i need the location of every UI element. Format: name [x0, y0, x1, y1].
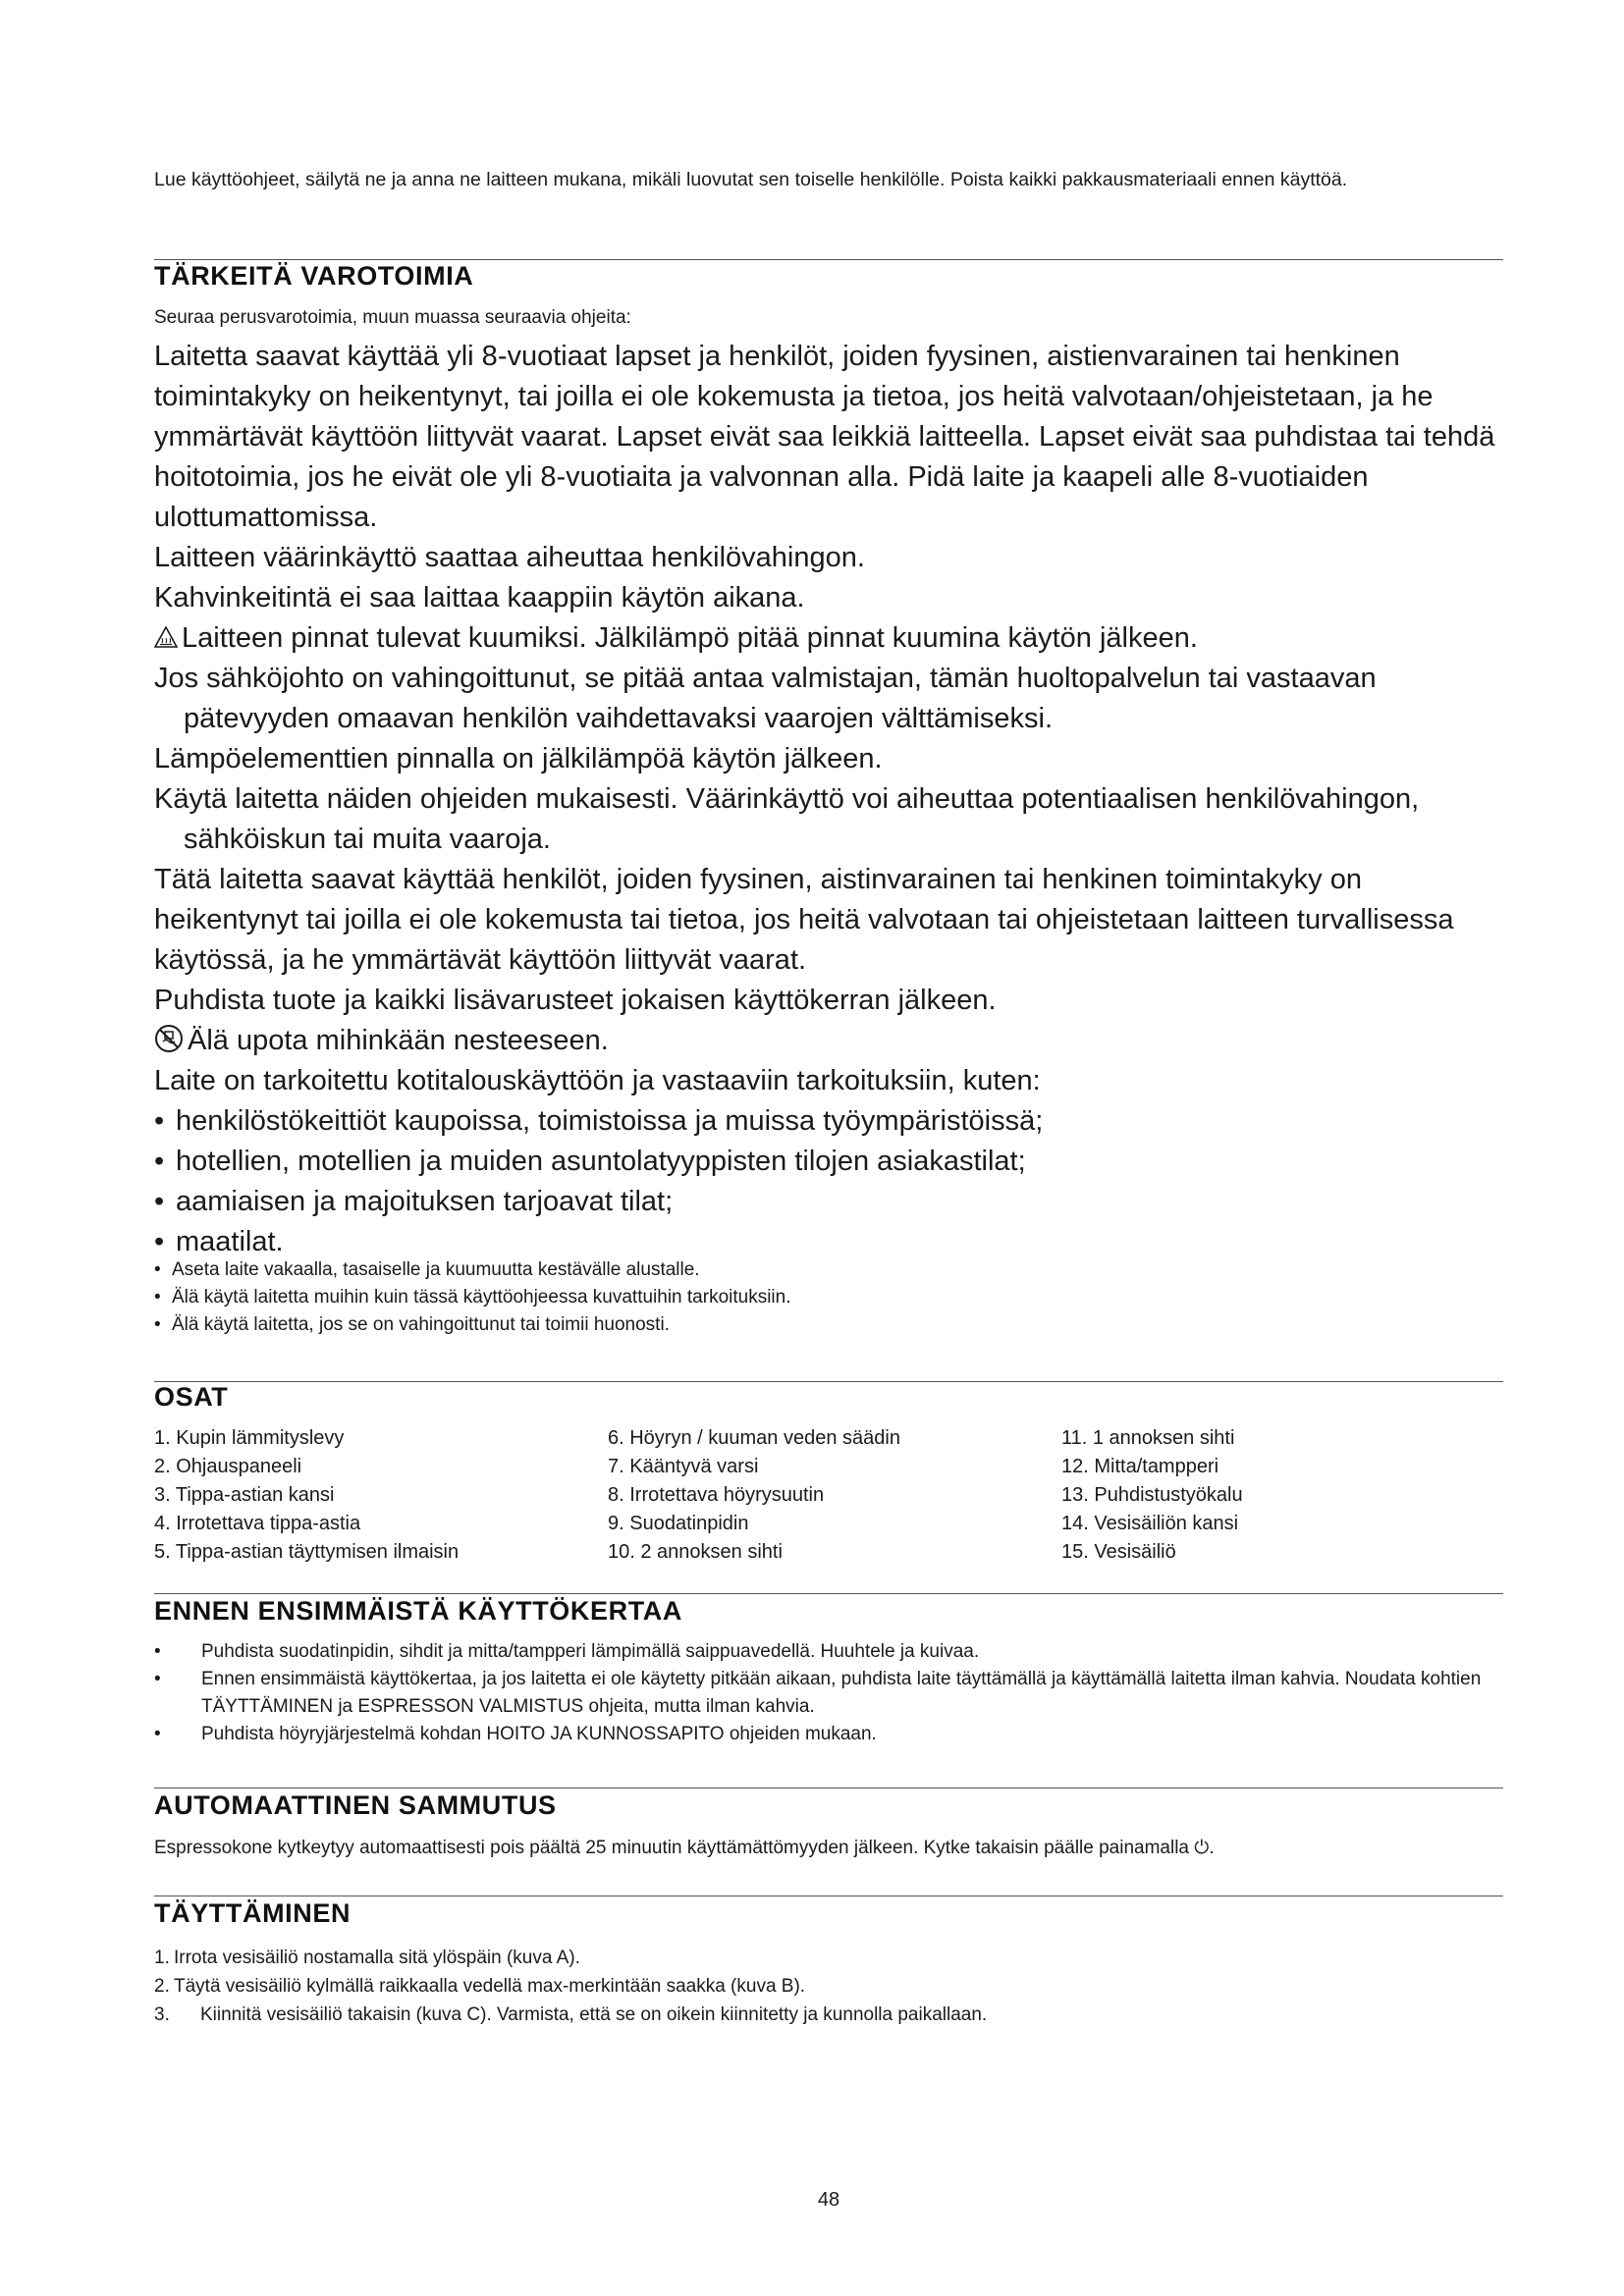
part-item: 5. Tippa-astian täyttymisen ilmaisin [154, 1541, 460, 1563]
part-item: 15. Vesisäiliö [1061, 1541, 1176, 1563]
auto-off-text: Espressokone kytkeytyy automaattisesti pois päältä 25 minuutin käyttämättömyyden jälkeen. Kytke takaisin päälle painamalla ⏻. [154, 1838, 1215, 1858]
safety-paragraph: Laite on tarkoitettu kotitalouskäyttöön ja vastaaviin tarkoituksiin, kuten: [154, 1065, 1041, 1096]
list-item: • henkilöstökeittiöt kaupoissa, toimistoissa ja muissa työympäristöissä; [154, 1101, 1503, 1142]
list-item: 1. Irrota vesisäiliö nostamalla sitä ylöspäin (kuva A). [154, 1948, 580, 1968]
hot-surface-text: Laitteen pinnat tulevat kuumiksi. Jälkilämpö pitää pinnat kuumina käytön jälkeen. [182, 622, 1198, 654]
part-item: 2. Ohjauspaneeli [154, 1456, 302, 1477]
list-item: • aamiaisen ja majoituksen tarjoavat tilat; [154, 1182, 1503, 1222]
safety-heading: TÄRKEITÄ VAROTOIMIA [154, 261, 474, 291]
safety-paragraph: Kahvinkeitintä ei saa laittaa kaappiin käytön aikana. [154, 582, 805, 614]
parts-column [608, 1424, 900, 1567]
part-item: 9. Suodatinpidin [608, 1513, 749, 1534]
bullet: • [154, 1226, 165, 1257]
list-item: • Puhdista höyryjärjestelmä kohdan HOITO JA KUNNOSSAPITO ohjeiden mukaan. [154, 1721, 1503, 1748]
safety-paragraph: Tätä laitetta saavat käyttää henkilöt, joiden fyysinen, aistinvarainen tai henkinen toimintakyky on heikentynyt tai joilla ei ole kokemusta tai tietoa, jos heitä valvotaan tai ohjeistetaan laitteen turvallisessa käytössä, ja he ymmärtävät käyttöön liittyvät vaarat. [154, 864, 1454, 976]
hot-surface-warning-icon [154, 626, 178, 648]
filling-steps [154, 1944, 1503, 2029]
safety-subtitle: Seuraa perusvarotoimia, muun muassa seuraavia ohjeita: [154, 307, 631, 328]
list-item: 3. Kiinnitä vesisäiliö takaisin (kuva C). Varmista, että se on oikein kiinnitetty ja kunnolla paikallaan. [154, 2004, 988, 2025]
bullet: • [154, 1314, 161, 1335]
page-number: 48 [817, 2189, 840, 2211]
hot-surface-warning [154, 618, 1503, 659]
safety-paragraph: Puhdista tuote ja kaikki lisävarusteet jokaisen käyttökerran jälkeen. [154, 985, 997, 1016]
no-immerse-warning [154, 1021, 1503, 1061]
bullet: • [154, 1724, 161, 1744]
first-use-list [154, 1638, 1503, 1748]
safety-paragraph: Lämpöelementtien pinnalla on jälkilämpöä käytön jälkeen. [154, 743, 883, 774]
list-item: • Aseta laite vakaalla, tasaiselle ja kuumuutta kestävälle alustalle. [154, 1256, 1503, 1284]
list-item: • Puhdista suodatinpidin, sihdit ja mitta/tampperi lämpimällä saippuavedellä. Huuhtele ja kuivaa. [154, 1638, 1503, 1666]
part-item: 4. Irrotettava tippa-astia [154, 1513, 361, 1534]
part-item: 13. Puhdistustyökalu [1061, 1484, 1243, 1506]
section-divider [154, 259, 1503, 260]
parts-heading: OSAT [154, 1382, 229, 1412]
part-item: 8. Irrotettava höyrysuutin [608, 1484, 825, 1506]
intro-text: Lue käyttöohjeet, säilytä ne ja anna ne laitteen mukana, mikäli luovutat sen toiselle henkilölle. Poista kaikki pakkausmateriaali ennen käyttöä. [154, 169, 1348, 190]
power-icon: ⏻ [1194, 1838, 1210, 1858]
section-divider [154, 1788, 1503, 1789]
list-item: • Älä käytä laitetta, jos se on vahingoittunut tai toimii huonosti. [154, 1311, 1503, 1339]
safety-body [154, 337, 1503, 1262]
parts-column [1061, 1424, 1243, 1567]
part-item: 10. 2 annoksen sihti [608, 1541, 783, 1563]
bullet: • [154, 1259, 161, 1280]
part-item: 14. Vesisäiliön kansi [1061, 1513, 1239, 1534]
bullet: • [154, 1105, 165, 1137]
bullet: • [154, 1669, 161, 1689]
safety-paragraph: Käytä laitetta näiden ohjeiden mukaisesti. Väärinkäyttö voi aiheuttaa potentiaalisen henkilövahingon, sähköiskun tai muita vaaroja. [154, 783, 1420, 855]
bullet: • [154, 1287, 161, 1308]
do-not-immerse-icon [154, 1024, 184, 1053]
parts-column [154, 1424, 459, 1567]
manual-page [154, 0, 1503, 2296]
first-use-heading: ENNEN ENSIMMÄISTÄ KÄYTTÖKERTAA [154, 1596, 683, 1626]
auto-off-heading: AUTOMAATTINEN SAMMUTUS [154, 1790, 557, 1820]
part-item: 12. Mitta/tampperi [1061, 1456, 1219, 1477]
safety-paragraph: Laitteen väärinkäyttö saattaa aiheuttaa henkilövahingon. [154, 542, 865, 573]
list-item: • maatilat. [154, 1222, 1503, 1262]
safety-small-bullets [154, 1256, 1503, 1339]
part-item: 6. Höyryn / kuuman veden säädin [608, 1427, 900, 1449]
bullet: • [154, 1641, 161, 1662]
part-item: 1. Kupin lämmityslevy [154, 1427, 345, 1449]
part-item: 7. Kääntyvä varsi [608, 1456, 759, 1477]
safety-paragraph: Laitetta saavat käyttää yli 8-vuotiaat lapset ja henkilöt, joiden fyysinen, aistienvarainen tai henkinen toimintakyky on heikentynyt, tai joilla ei ole kokemusta ja tietoa, jos heitä valvotaan/ohjeistetaan, ja he ymmärtävät käyttöön liittyvät vaarat. Lapset eivät saa leikkiä laitteella. Lapset eivät saa puhdistaa tai tehdä hoitotoimia, jos he eivät ole yli 8-vuotiaita ja valvonnan alla. Pidä laite ja kaapeli alle 8-vuotiaiden ulottumattomissa. [154, 341, 1495, 533]
bullet: • [154, 1146, 165, 1177]
list-item: • Älä käytä laitetta muihin kuin tässä käyttöohjeessa kuvattuihin tarkoituksiin. [154, 1284, 1503, 1311]
no-immerse-text: Älä upota mihinkään nesteeseen. [188, 1025, 609, 1056]
part-item: 3. Tippa-astian kansi [154, 1484, 335, 1506]
list-item: • Ennen ensimmäistä käyttökertaa, ja jos laitetta ei ole käytetty pitkään aikaan, puhdista laite täyttämällä ja käyttämällä laitetta ilman kahvia. Noudata kohtien TÄYTTÄMINEN ja ESPRESSON VALMISTUS ohjeita, mutta ilman kahvia. [154, 1666, 1503, 1721]
list-item: 2. Täytä vesisäiliö kylmällä raikkaalla vedellä max-merkintään saakka (kuva B). [154, 1976, 806, 1997]
part-item: 11. 1 annoksen sihti [1061, 1427, 1235, 1449]
safety-paragraph: Jos sähköjohto on vahingoittunut, se pitää antaa valmistajan, tämän huoltopalvelun tai vastaavan pätevyyden omaavan henkilön vaihdettavaksi vaarojen välttämiseksi. [154, 663, 1377, 734]
bullet: • [154, 1186, 165, 1217]
list-item: • hotellien, motellien ja muiden asuntolatyyppisten tilojen asiakastilat; [154, 1142, 1503, 1182]
filling-heading: TÄYTTÄMINEN [154, 1898, 352, 1928]
section-divider [154, 1593, 1503, 1594]
section-divider [154, 1381, 1503, 1382]
